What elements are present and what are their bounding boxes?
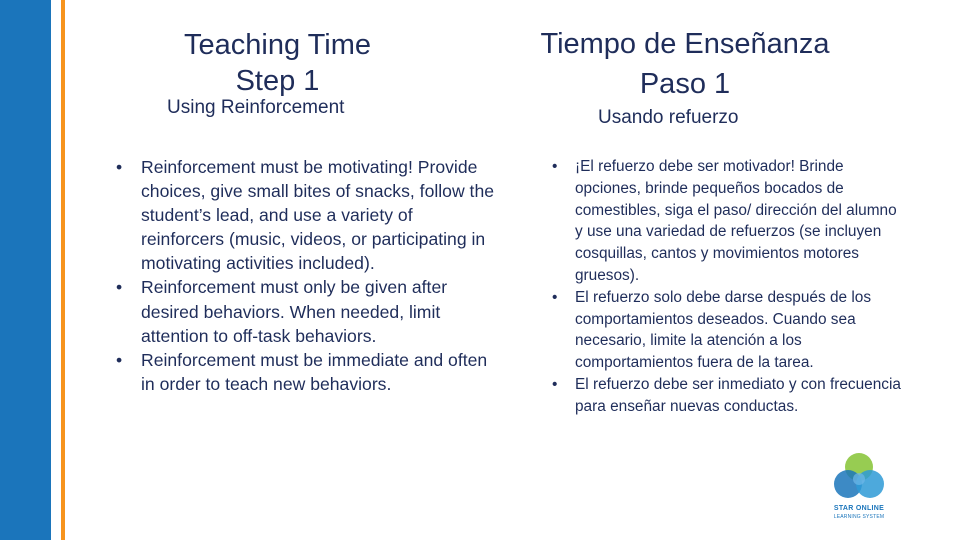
spanish-title bbox=[505, 24, 865, 104]
logo-text-line1: STAR ONLINE bbox=[833, 505, 885, 512]
spanish-subtitle: Usando refuerzo bbox=[598, 107, 739, 128]
bullet-icon: • bbox=[552, 158, 558, 175]
spanish-bullet-text: El refuerzo debe ser inmediato y con frecuencia para enseñar nuevas conductas. bbox=[575, 375, 901, 415]
spanish-bullet-text: ¡El refuerzo debe ser motivador! Brinde opciones, brinde pequeños bocados de comestibles, siga el paso/ dirección del alumno y use una variedad de refuerzos (se incluyen cosquillas, cantos y movimientos motores gruesos). bbox=[575, 158, 897, 284]
orange-accent-bar bbox=[61, 0, 65, 540]
spanish-bullet-item bbox=[552, 374, 904, 418]
english-title-line1: Teaching Time bbox=[184, 29, 371, 61]
spanish-bullet-text: El refuerzo solo debe darse después de los comportamientos deseados. Cuando sea necesario, limite la atención a los comportamientos fuera de la tarea. bbox=[575, 288, 872, 372]
english-title-line2: Step 1 bbox=[235, 65, 320, 97]
bullet-icon: • bbox=[116, 157, 123, 177]
english-bullet-text: Reinforcement must only be given after desired behaviors. When needed, limit attention to off-task behaviors. bbox=[141, 277, 448, 346]
spanish-title-line2: Paso 1 bbox=[639, 68, 731, 100]
english-bullet-list bbox=[116, 155, 496, 396]
english-bullet-text: Reinforcement must be immediate and often in order to teach new behaviors. bbox=[141, 349, 488, 394]
english-subtitle: Using Reinforcement bbox=[167, 97, 345, 118]
star-online-logo bbox=[826, 450, 892, 522]
spanish-bullet-item bbox=[552, 287, 904, 374]
bullet-icon: • bbox=[552, 288, 558, 306]
bullet-icon: • bbox=[116, 277, 123, 298]
english-bullet-item bbox=[116, 155, 496, 275]
bullet-icon: • bbox=[116, 349, 123, 370]
logo-text-line2: LEARNING SYSTEM bbox=[833, 514, 885, 520]
english-bullet-item bbox=[116, 275, 496, 347]
logo-circles-icon bbox=[826, 450, 892, 506]
english-title bbox=[150, 27, 405, 99]
english-bullet-item bbox=[116, 348, 496, 396]
spanish-title-line1: Tiempo de Enseñanza bbox=[540, 28, 830, 60]
left-blue-bar bbox=[0, 0, 51, 540]
spanish-bullet-item bbox=[552, 156, 904, 287]
english-bullet-text: Reinforcement must be motivating! Provide choices, give small bites of snacks, follow the student’s lead, and use a variety of reinforcers (music, videos, or participating in motivating activities included). bbox=[141, 157, 495, 274]
bullet-icon: • bbox=[552, 375, 558, 393]
spanish-bullet-list bbox=[552, 156, 904, 418]
